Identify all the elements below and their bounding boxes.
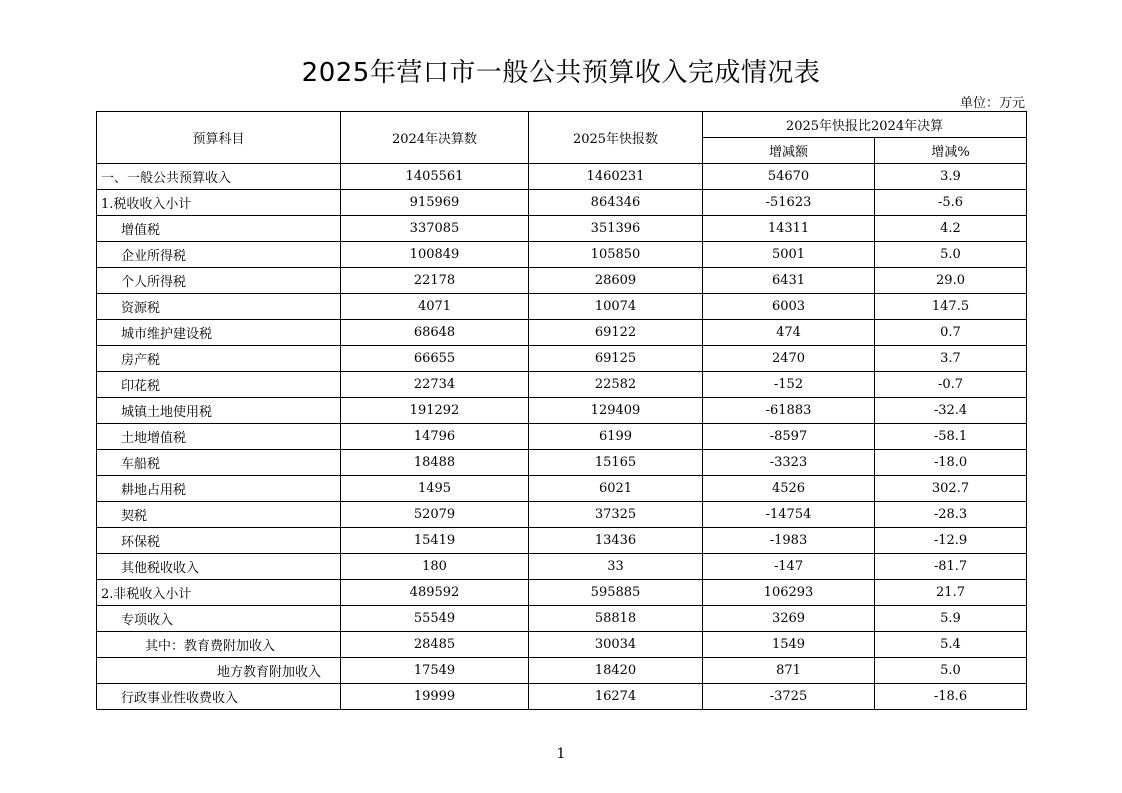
row-subject: 印花税 (97, 372, 341, 398)
row-change-amount: 4526 (703, 476, 875, 502)
row-2024-value: 22178 (341, 268, 529, 294)
table-row (97, 294, 1027, 320)
row-2025-value: 16274 (529, 684, 703, 710)
row-change-percent: -5.6 (875, 190, 1027, 216)
row-change-percent: -18.6 (875, 684, 1027, 710)
budget-table (96, 111, 1027, 710)
row-change-percent: -58.1 (875, 424, 1027, 450)
row-change-amount: -3323 (703, 450, 875, 476)
row-2024-value: 191292 (341, 398, 529, 424)
table-row (97, 216, 1027, 242)
row-change-amount: -152 (703, 372, 875, 398)
table-row (97, 242, 1027, 268)
row-change-percent: 4.2 (875, 216, 1027, 242)
row-subject: 一、一般公共预算收入 (97, 164, 341, 190)
row-change-amount: 54670 (703, 164, 875, 190)
row-subject: 城市维护建设税 (97, 320, 341, 346)
row-2025-value: 30034 (529, 632, 703, 658)
row-change-amount: 2470 (703, 346, 875, 372)
row-change-percent: 3.7 (875, 346, 1027, 372)
row-2024-value: 14796 (341, 424, 529, 450)
header-change-percent: 增减% (875, 138, 1027, 164)
row-2024-value: 1405561 (341, 164, 529, 190)
row-change-percent: 3.9 (875, 164, 1027, 190)
row-change-percent: -0.7 (875, 372, 1027, 398)
page-title: 2025年营口市一般公共预算收入完成情况表 (301, 58, 821, 88)
row-2025-value: 37325 (529, 502, 703, 528)
page-number: 1 (556, 746, 566, 762)
row-subject: 2.非税收入小计 (97, 580, 341, 606)
row-change-amount: 474 (703, 320, 875, 346)
row-2024-value: 18488 (341, 450, 529, 476)
table-body (97, 164, 1027, 710)
row-2025-value: 15165 (529, 450, 703, 476)
row-change-amount: -147 (703, 554, 875, 580)
table-row (97, 190, 1027, 216)
row-2024-value: 19999 (341, 684, 529, 710)
row-subject: 企业所得税 (97, 242, 341, 268)
row-2025-value: 69125 (529, 346, 703, 372)
row-2025-value: 10074 (529, 294, 703, 320)
table-row (97, 424, 1027, 450)
row-change-amount: 3269 (703, 606, 875, 632)
row-change-amount: -14754 (703, 502, 875, 528)
row-2024-value: 1495 (341, 476, 529, 502)
row-subject: 土地增值税 (97, 424, 341, 450)
row-subject: 车船税 (97, 450, 341, 476)
row-2024-value: 4071 (341, 294, 529, 320)
row-2024-value: 17549 (341, 658, 529, 684)
table-row (97, 372, 1027, 398)
row-2024-value: 68648 (341, 320, 529, 346)
row-subject: 契税 (97, 502, 341, 528)
row-subject: 1.税收收入小计 (97, 190, 341, 216)
row-change-percent: 0.7 (875, 320, 1027, 346)
row-change-amount: -3725 (703, 684, 875, 710)
header-2024-final: 2024年决算数 (341, 112, 529, 164)
row-subject: 耕地占用税 (97, 476, 341, 502)
row-2025-value: 595885 (529, 580, 703, 606)
table-row (97, 554, 1027, 580)
row-change-percent: 5.0 (875, 658, 1027, 684)
table-row (97, 502, 1027, 528)
header-comparison: 2025年快报比2024年决算 (703, 112, 1027, 138)
row-change-percent: 5.0 (875, 242, 1027, 268)
row-change-percent: -32.4 (875, 398, 1027, 424)
row-change-amount: 1549 (703, 632, 875, 658)
table-row (97, 398, 1027, 424)
row-change-amount: 871 (703, 658, 875, 684)
row-change-amount: -8597 (703, 424, 875, 450)
row-2025-value: 6199 (529, 424, 703, 450)
row-subject: 房产税 (97, 346, 341, 372)
table-row (97, 658, 1027, 684)
table-row (97, 268, 1027, 294)
row-2025-value: 351396 (529, 216, 703, 242)
header-2025-preliminary: 2025年快报数 (529, 112, 703, 164)
row-change-amount: 14311 (703, 216, 875, 242)
row-2025-value: 105850 (529, 242, 703, 268)
row-change-amount: 106293 (703, 580, 875, 606)
row-subject: 其中：教育费附加收入 (97, 632, 341, 658)
row-subject: 增值税 (97, 216, 341, 242)
row-change-percent: -28.3 (875, 502, 1027, 528)
row-2024-value: 180 (341, 554, 529, 580)
row-change-amount: -61883 (703, 398, 875, 424)
table-row (97, 632, 1027, 658)
unit-label: 单位：万元 (959, 96, 1025, 111)
header-change-amount: 增减额 (703, 138, 875, 164)
row-2024-value: 66655 (341, 346, 529, 372)
row-2024-value: 55549 (341, 606, 529, 632)
row-2025-value: 18420 (529, 658, 703, 684)
row-change-percent: -81.7 (875, 554, 1027, 580)
table-header (97, 112, 1027, 164)
table-row (97, 450, 1027, 476)
row-2024-value: 52079 (341, 502, 529, 528)
row-change-percent: 5.4 (875, 632, 1027, 658)
row-change-percent: 302.7 (875, 476, 1027, 502)
row-change-percent: 29.0 (875, 268, 1027, 294)
table-row (97, 684, 1027, 710)
row-2025-value: 58818 (529, 606, 703, 632)
row-2025-value: 33 (529, 554, 703, 580)
row-2025-value: 69122 (529, 320, 703, 346)
table-row (97, 528, 1027, 554)
row-subject: 城镇土地使用税 (97, 398, 341, 424)
row-subject: 专项收入 (97, 606, 341, 632)
row-change-amount: 6431 (703, 268, 875, 294)
row-2024-value: 100849 (341, 242, 529, 268)
row-2024-value: 15419 (341, 528, 529, 554)
row-change-percent: 147.5 (875, 294, 1027, 320)
row-2024-value: 22734 (341, 372, 529, 398)
row-2024-value: 337085 (341, 216, 529, 242)
table-row (97, 580, 1027, 606)
row-change-percent: 5.9 (875, 606, 1027, 632)
table-row (97, 606, 1027, 632)
row-2024-value: 489592 (341, 580, 529, 606)
row-subject: 地方教育附加收入 (97, 658, 341, 684)
row-2025-value: 13436 (529, 528, 703, 554)
table-row (97, 320, 1027, 346)
row-subject: 环保税 (97, 528, 341, 554)
row-2024-value: 28485 (341, 632, 529, 658)
row-change-percent: -18.0 (875, 450, 1027, 476)
row-2025-value: 864346 (529, 190, 703, 216)
row-subject: 个人所得税 (97, 268, 341, 294)
table-row (97, 476, 1027, 502)
header-subject: 预算科目 (97, 112, 341, 164)
row-2024-value: 915969 (341, 190, 529, 216)
row-change-amount: -1983 (703, 528, 875, 554)
row-2025-value: 22582 (529, 372, 703, 398)
row-subject: 资源税 (97, 294, 341, 320)
table-row (97, 164, 1027, 190)
row-subject: 其他税收收入 (97, 554, 341, 580)
row-change-percent: -12.9 (875, 528, 1027, 554)
row-2025-value: 1460231 (529, 164, 703, 190)
table-row (97, 346, 1027, 372)
row-change-amount: -51623 (703, 190, 875, 216)
row-change-amount: 5001 (703, 242, 875, 268)
row-2025-value: 28609 (529, 268, 703, 294)
row-change-percent: 21.7 (875, 580, 1027, 606)
row-change-amount: 6003 (703, 294, 875, 320)
row-subject: 行政事业性收费收入 (97, 684, 341, 710)
row-2025-value: 129409 (529, 398, 703, 424)
row-2025-value: 6021 (529, 476, 703, 502)
